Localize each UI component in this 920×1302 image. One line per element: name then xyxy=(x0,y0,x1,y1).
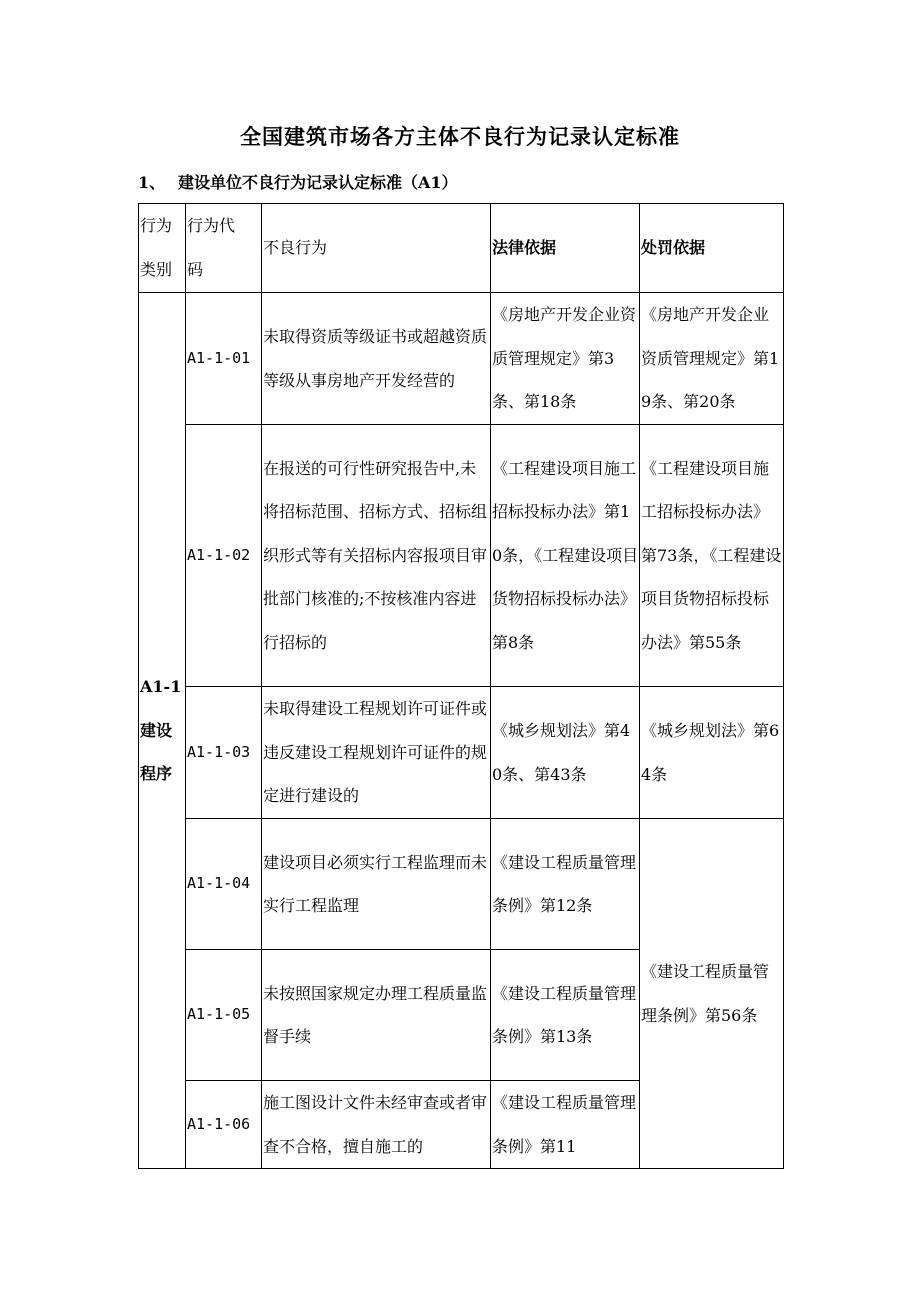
header-penalty-basis: 处罚依据 xyxy=(640,204,784,293)
row-behavior: 未取得资质等级证书或超越资质等级从事房地产开发经营的 xyxy=(262,293,491,425)
row-legal-basis: 《房地产开发企业资质管理规定》第3条、第18条 xyxy=(491,293,640,425)
table-header-row xyxy=(139,204,784,293)
table-row xyxy=(139,293,784,425)
section-number: 1、 xyxy=(138,173,166,192)
row-behavior: 未按照国家规定办理工程质量监督手续 xyxy=(262,950,491,1081)
row-behavior: 建设项目必须实行工程监理而未实行工程监理 xyxy=(262,819,491,950)
row-code: A1-1-06 xyxy=(186,1081,262,1169)
row-penalty-basis-merged: 《建设工程质量管理条例》第56条 xyxy=(640,819,784,1169)
header-category: 行为 类别 xyxy=(139,204,186,293)
row-code: A1-1-04 xyxy=(186,819,262,950)
row-legal-basis: 《建设工程质量管理条例》第12条 xyxy=(491,819,640,950)
table-row xyxy=(139,687,784,819)
row-legal-basis: 《城乡规划法》第40条、第43条 xyxy=(491,687,640,819)
row-code: A1-1-01 xyxy=(186,293,262,425)
row-behavior: 在报送的可行性研究报告中,未将招标范围、招标方式、招标组织形式等有关招标内容报项目审批部门核准的;不按核准内容进行招标的 xyxy=(262,425,491,687)
row-code: A1-1-02 xyxy=(186,425,262,687)
header-behavior: 不良行为 xyxy=(262,204,491,293)
page-title: 全国建筑市场各方主体不良行为记录认定标准 xyxy=(240,124,680,149)
row-code: A1-1-05 xyxy=(186,950,262,1081)
row-legal-basis: 《建设工程质量管理条例》第13条 xyxy=(491,950,640,1081)
table-row xyxy=(139,819,784,950)
section-heading xyxy=(138,170,458,193)
row-legal-basis: 《建设工程质量管理条例》第11 xyxy=(491,1081,640,1169)
header-legal-basis: 法律依据 xyxy=(491,204,640,293)
row-penalty-basis: 《工程建设项目施工招标投标办法》第73条，《工程建设项目货物招标投标办法》第55条 xyxy=(640,425,784,687)
row-code: A1-1-03 xyxy=(186,687,262,819)
section-title: 建设单位不良行为记录认定标准（A1） xyxy=(178,173,458,192)
row-penalty-basis: 《房地产开发企业资质管理规定》第19条、第20条 xyxy=(640,293,784,425)
row-legal-basis: 《工程建设项目施工招标投标办法》第10条，《工程建设项目货物招标投标办法》第8条 xyxy=(491,425,640,687)
table-row xyxy=(139,425,784,687)
header-code: 行为代 码 xyxy=(186,204,262,293)
standards-table xyxy=(138,203,784,1169)
category-cell: A1-1 建设 程序 xyxy=(139,293,186,1169)
row-behavior: 施工图设计文件未经审查或者审查不合格，擅自施工的 xyxy=(262,1081,491,1169)
row-behavior: 未取得建设工程规划许可证件或违反建设工程规划许可证件的规定进行建设的 xyxy=(262,687,491,819)
row-penalty-basis: 《城乡规划法》第64条 xyxy=(640,687,784,819)
